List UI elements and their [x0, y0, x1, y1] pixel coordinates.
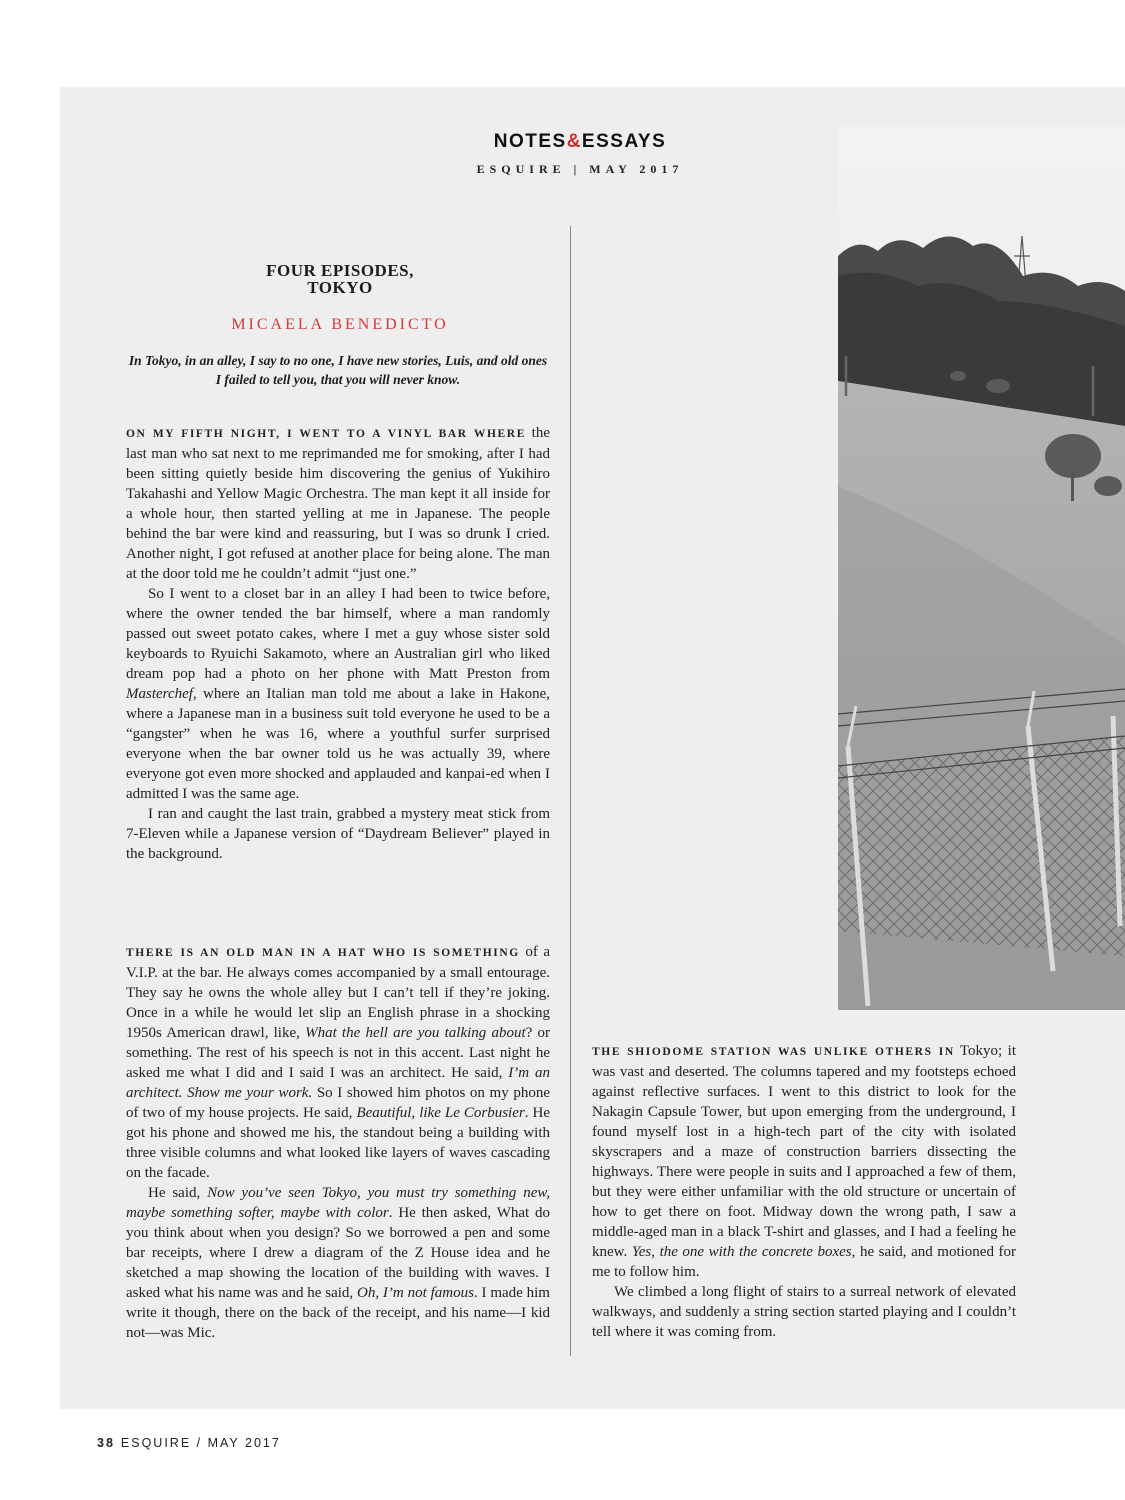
episode-2-quote-4: Now you’ve seen Tokyo, you must try something new, maybe something softer, maybe with color: [126, 1185, 551, 1221]
issue-line: ESQUIRE | MAY 2017: [476, 162, 684, 176]
episode-2-text-2e: . I made him write it though, there on the back of the receipt, and his name—I kid not—was Mic.: [126, 1285, 550, 1341]
episode-3-paragraph-1: [592, 1041, 1016, 1282]
episode-2-paragraph-2: [126, 1183, 550, 1343]
episode-3-text-1c: , he said, and motioned for me to follow him.: [592, 1244, 1016, 1280]
title-line-2: TOKYO: [307, 278, 373, 297]
episode-3-quote-1: Yes, the one with the concrete boxes: [631, 1244, 852, 1260]
episode-2-lead-in: THERE IS AN OLD MAN IN A HAT WHO IS SOMETHING: [126, 947, 520, 959]
column-divider: [570, 226, 571, 1356]
episode-3-lead-in: THE SHIODOME STATION WAS UNLIKE OTHERS IN: [592, 1046, 955, 1058]
section-ampersand: &: [566, 131, 582, 152]
episode-1-text-2a: So I went to a closet bar in an alley I had been to twice before, where the owner tended the bar himself, where a man randomly passed out sweet potato cakes, where I met a guy whose sister sold keyboards to Ryuichi Sakamoto, where an Australian girl who liked dream pop had a photo on her phone with Matt Preston from: [126, 586, 550, 682]
episode-2-paragraph-1: [126, 942, 550, 1183]
episode-1-title-masterchef: Masterchef: [126, 686, 193, 702]
landscape-photo: [838, 126, 1125, 1010]
episode-1-paragraph-2: [126, 584, 550, 804]
episode-2-text-1g: . He got his phone and showed me his, the standout being a building with three visible columns and what looked like layers of waves cascading on the facade.: [126, 1105, 550, 1181]
episode-3: [592, 1041, 1016, 1342]
episode-2-text-2c: . He then asked, What do you think about when you design? So we borrowed a pen and some bar receipts, where I drew a diagram of the Z House idea and he sketched a map showing the location of the building with waves. I asked what his name was and he said,: [126, 1205, 550, 1301]
page-number: 38: [97, 1436, 115, 1450]
page-footer: [97, 1436, 281, 1450]
episode-2-quote-1: What the hell are you talking about: [305, 1025, 526, 1041]
title-line-1: FOUR EPISODES,: [266, 261, 414, 280]
episode-2: [126, 942, 550, 1343]
episode-2-quote-5: Oh, I’m not famous: [357, 1285, 474, 1301]
episode-2-text-1e: So I showed him photos on my phone of two of my house projects. He said,: [126, 1085, 550, 1121]
article-author: MICAELA BENEDICTO: [231, 316, 449, 333]
episode-2-quote-3: Beautiful, like Le Corbusier: [356, 1105, 525, 1121]
episode-1-text-2c: , where an Italian man told me about a lake in Hakone, where a Japanese man in a business suit told everyone he used to be a “gangster” when he was 16, where a youthful surfer surprised everyone when the bar owner told us he was actually 39, where everyone got even more shocked and applauded and kanpai-ed when I admitted I was the same age.: [126, 686, 550, 802]
section-name-notes: NOTES: [493, 131, 567, 152]
episode-1-paragraph-1: [126, 423, 550, 584]
episode-2-text-1a: of a V.I.P. at the bar. He always comes accompanied by a small entourage. They say he owns the whole alley but I can’t tell if they’re joking. Once in a while he would let slip an English phrase in a shocking 1950s American drawl, like,: [126, 944, 550, 1041]
episode-1: [126, 423, 550, 864]
article-dek: In Tokyo, in an alley, I say to no one, I have new stories, Luis, and old ones I failed to tell you, that you will never know.: [128, 353, 548, 387]
field-fence-illustration: [838, 126, 1125, 1010]
section-name-essays: ESSAYS: [581, 131, 667, 152]
section-header: [480, 131, 680, 153]
episode-3-text-1a: Tokyo; it was vast and deserted. The columns tapered and my footsteps echoed against reflective surfaces. I went to this district to look for the Nakagin Capsule Tower, but upon emerging from the underground, I found myself lost in a high-tech part of the city with isolated skyscrapers and a maze of construction barriers dissecting the highways. There were people in suits and I approached a few of them, but they were either unfamiliar with the old structure or uncertain of how to get there on foot. Midway down the wrong path, I saw a middle-aged man in a black T-shirt and glasses, and I had a feeling he knew.: [592, 1043, 1016, 1260]
chain-link-fence: [838, 736, 1125, 956]
episode-1-lead-in: ON MY FIFTH NIGHT, I WENT TO A VINYL BAR WHERE: [126, 428, 526, 440]
episode-1-paragraph-3: I ran and caught the last train, grabbed a mystery meat stick from 7-Eleven while a Japanese version of “Daydream Believer” played in the background.: [126, 806, 550, 862]
episode-3-paragraph-2: We climbed a long flight of stairs to a surreal network of elevated walkways, and suddenly a string section started playing and I couldn’t tell where it was coming from.: [592, 1284, 1016, 1340]
article-title: [210, 262, 470, 296]
episode-2-text-1c: ? or something. The rest of his speech is not in this accent. Last night he asked me what I did and I said I was an architect. He said,: [126, 1025, 551, 1081]
footer-publication: ESQUIRE / MAY 2017: [120, 1436, 281, 1450]
episode-1-text-1: the last man who sat next to me reprimanded me for smoking, after I had been sitting quietly beside him discovering the genius of Yukihiro Takahashi and Yellow Magic Orchestra. The man kept it all inside for a whole hour, then started yelling at me in Japanese. The people behind the bar were kind and reassuring, but I was so drunk I cried. Another night, I got refused at another place for being alone. The man at the door told me he couldn’t admit “just one.”: [126, 425, 550, 582]
episode-2-quote-2: I’m an architect. Show me your work.: [126, 1065, 550, 1101]
episode-2-text-2a: He said,: [148, 1185, 208, 1201]
